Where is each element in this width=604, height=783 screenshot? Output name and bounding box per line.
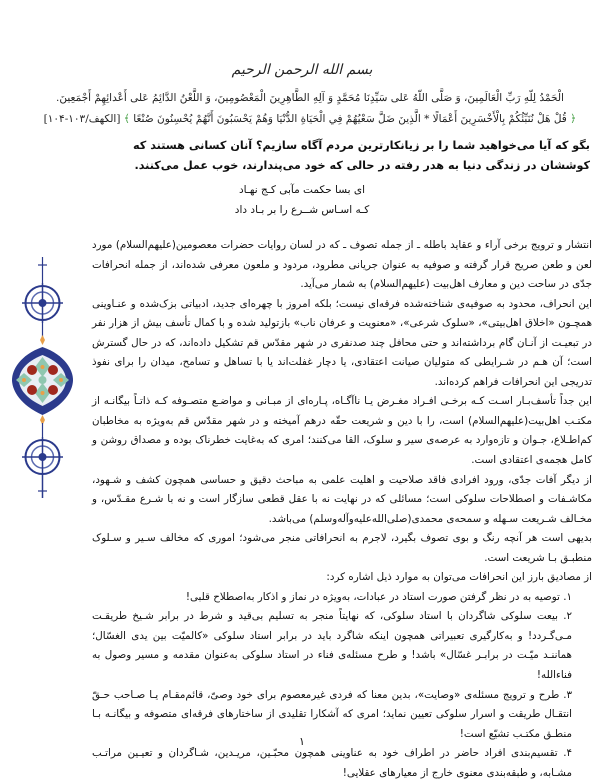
body-text	[92, 236, 592, 783]
verse-close-bracket: ﴾	[123, 113, 130, 125]
list-item: ۳. طرح و ترویج مسئله‌ی «وصایت»، بدین معنا که فردی غیرمعصوم برای خود وصیّ، قائم‌مقـام یـا صـاحب حـقّ انتقـال طریقت و اسرار سلوکی تعیین نماید؛ امری که آشکارا تقلیدی از ساختارهای فرقه‌ای متصوفه و بیگانـه بـا منطـق مکتـب تشیّع است!	[92, 688, 572, 740]
paragraph: این انحراف، محدود به صوفیه‌ی شناخته‌شده فرقه‌ای نیست؛ بلکه امروز با چهره‌ای جدید، ادبیاتی بزک‌شده و عنـاوینی همچـون «اخلاق اهل‌بیتی»، «سلوک شرعی»، «معنویت و عرفان ناب» بازتولید شده و با کمال تأسف بیش از هزار نفر در تبعیـت از آنـان گام برداشته‌اند و حتی محافل چند صدنفری در شهر مقدّس قم تشکیل داده‌اند، که در حال گسترش است؛ آن هـم در شـرایطی که متولیان صیانت اعتقادی، یا دچار غفلت‌اند یا با تساهل و تسامح، میدان را برای نفوذ تدریجی این انحرافات فراهم کرده‌اند.	[92, 297, 592, 388]
quran-verse-line	[30, 113, 590, 125]
paragraph: انتشار و ترویج برخی آراء و عقاید باطله ـ از جمله تصوف ـ که در لسان روایات حضرات معصومین(علیهم‌السلام) مورد لعن و طعن صریح قرار گرفته و صوفیه به عنوان جریانی مطرود، مردود و ملعون معرفی شده‌اند، از جمله انحرافات جدّی در ساحت دین و معارف اهل‌بیت (علیهم‌السلام) به شمار می‌آید.	[92, 239, 592, 291]
list-item: ۲. بیعت سلوکی شاگردان با استاد سلوکی، که نهایتاً منجر به تسلیم بی‌قید و شرط در برابر شـیخ طریقـت مـی‌گـردد! و به‌کارگیری تعبیراتی همچون اینکه شاگرد باید در برابر استاد سلوکی «کالمیّت بین یدی الغسّال؛ هماننـد میّـت در برابـر غسّال» باشد! و طرح مسئله‌ی فناء در استاد سلوکی به‌عنوان مقدمه و مسیر وصول به فناءالله!	[92, 610, 572, 682]
paragraph: از مصادیق بارز این انحرافات می‌توان به موارد ذیل اشاره کرد:	[326, 571, 592, 584]
paragraph: بدیهی است هر آنچه رنگ و بوی تصوف بگیرد، لاجرم به انحرافاتی منجر می‌شود؛ اموری که مخالف سـیر و سـلوک منطبـق بـا شریعت است.	[92, 532, 592, 564]
verse-translation: بگو که آیا می‌خواهید شما را بر زیانکارترین مردم آگاه سازیم؟ آنان کسانی هستند که کوششان در زندگی دنیا به هدر رفته در حالی که خود می‌پندارند، خوب عمل می‌کنند.	[133, 139, 590, 172]
poem-line-1: ای بسا حکمت مآبی کـج نهـاد	[238, 184, 366, 196]
islamic-ornament-icon	[10, 255, 75, 500]
quran-verse: قُلْ هَلْ نُنَبِّئُكُمْ بِالْأَخْسَرِينَ أَعْمَالًا * الَّذِينَ ضَلَّ سَعْيُهُمْ فِي الْحَيَاةِ الدُّنْيَا وَهُمْ يَحْسَبُونَ أَنَّهُمْ يُحْسِنُونَ صُنْعًا	[133, 113, 567, 125]
arabic-praise-line: الْحَمْدُ لِلّهِ رَبِّ الْعَالَمِينَ، وَ صَلَّى اللّهُ عَلى سَيِّدِنَا مُحَمَّدٍ وَ آلِهِ الطَّاهِرِينَ الْمَعْصُومِينَ، وَ اللَّعْنُ الدَّائِمُ عَلى أَعْدائِهِمْ أَجْمَعِينَ.	[56, 92, 564, 104]
paragraph: از دیگر آفات جدّی، ورود افرادی فاقد صلاحیت و اهلیت علمی به مباحث دقیق و حساسی همچون کشف و شـهود، مکاشـفات و اصطلاحات سلوکی است؛ مسائلی که در نهایت نه با عقل قطعی سازگار است و نه با شـرع مقـدّس، و مخـالف شـریعت سـهله و سمحه‌ی محمدی(صلی‌الله‌علیه‌وآله‌وسلم) می‌باشد.	[92, 473, 592, 525]
poem-line-2: کـه اسـاس شــرع را بر بـاد داد	[234, 204, 370, 216]
paragraph: این جداً تأسف‌بـار اسـت کـه برخـی افـراد مغـرض یـا ناآگـاه، پـاره‌ای از مبـانی و مواضـع متصـوفه کـه ذاتـاً بیگانـه از مکتـب اهل‌بیت(علیهم‌السلام) است، را با دین و شریعت حقّه درهم آمیخته و در شهر مقدّس قم به‌ویژه به مخاطبان کم‌اطـلاع، جـوان و تازه‌وارد به عرصه‌ی سیر و سلوک، القا می‌کنند؛ امری که به‌غایت خطرناک بوده و مصداق روشن و کامل هجمه‌ی اعتقادی است.	[92, 395, 592, 467]
page-number: ۱	[299, 735, 305, 748]
verse-reference: [الکهف/۱۰۳-۱۰۴]	[43, 113, 121, 125]
list-item: ۴. تقسیم‌بندی افراد حاضر در اطراف خود به عناوینی همچون محبّـین، مریـدین، شـاگردان و تعیـین مراتـب مشـابه، و طبقه‌بندی معنوی خارج از معیارهای عقلایی!	[92, 747, 572, 779]
list-item: ۱. توصیه به در نظر گرفتن صورت استاد در عبادات، به‌ویژه در نماز و اذکار به‌اصطلاح قلبی!	[185, 590, 572, 603]
verse-open-bracket: ﴿	[570, 113, 577, 125]
bismillah-heading: بسم الله الرحمن الرحیم	[231, 62, 373, 78]
